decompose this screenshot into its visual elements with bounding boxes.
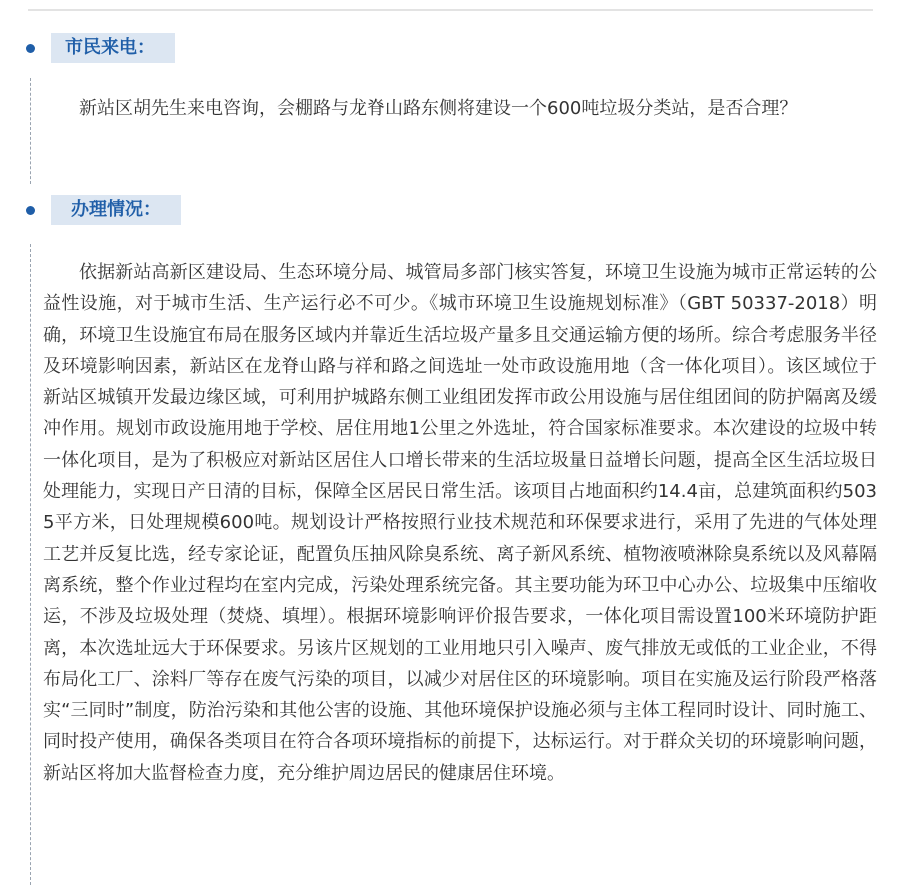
handling-section-body (30, 244, 877, 885)
call-section-title: 市民来电： (51, 33, 175, 63)
handling-section-header (26, 195, 181, 225)
call-text: 新站区胡先生来电咨询，会棚路与龙脊山路东侧将建设一个600吨垃圾分类站，是否合理？ (79, 98, 798, 119)
bullet-dot-icon (26, 44, 35, 53)
bullet-dot-icon (26, 206, 35, 215)
handling-section-title: 办理情况： (51, 195, 181, 225)
handling-text: 依据新站高新区建设局、生态环境分局、城管局多部门核实答复，环境卫生设施为城市正常运转的公益性设施，对于城市生活、生产运行必不可少。《城市环境卫生设施规划标准》（GBT 50337-2018）明确，环境卫生设施宜布局在服务区域内并靠近生活垃圾产量多且交通运输方便的场所。综合考虑服务半径及环境影响因素，新站区在龙脊山路与祥和路之间选址一处市政设施用地（含一体化项目）。该区域位于新站区城镇开发最边缘区域，可利用护城路东侧工业组团发挥市政公用设施与居住组团间的防护隔离及缓冲作用。规划市政设施用地于学校、居住用地1公里之外选址，符合国家标准要求。本次建设的垃圾中转一体化项目，是为了积极应对新站区居住人口增长带来的生活垃圾量日益增长问题，提高全区生活垃圾日处理能力，实现日产日清的目标，保障全区居民日常生活。该项目占地面积约14.4亩，总建筑面积约5035平方米，日处理规模600吨。规划设计严格按照行业技术规范和环保要求进行，采用了先进的气体处理工艺并反复比选，经专家论证，配置负压抽风除臭系统、离子新风系统、植物液喷淋除臭系统以及风幕隔离系统，整个作业过程均在室内完成，污染处理系统完备。其主要功能为环卫中心办公、垃圾集中压缩收运，不涉及垃圾处理（焚烧、填埋）。根据环境影响评价报告要求，一体化项目需设置100米环境防护距离，本次选址远大于环保要求。另该片区规划的工业用地只引入噪声、废气排放无或低的工业企业，不得布局化工厂、涂料厂等存在废气污染的项目，以减少对居住区的环境影响。项目在实施及运行阶段严格落实“三同时”制度，防治污染和其他公害的设施、其他环境保护设施必须与主体工程同时设计、同时施工、同时投产使用，确保各类项目在符合各项环境指标的前提下，达标运行。对于群众关切的环境影响问题，新站区将加大监督检查力度，充分维护周边居民的健康居住环境。 (43, 262, 877, 784)
call-section-header (26, 33, 175, 63)
top-divider (28, 9, 873, 11)
call-section-body (30, 78, 877, 184)
